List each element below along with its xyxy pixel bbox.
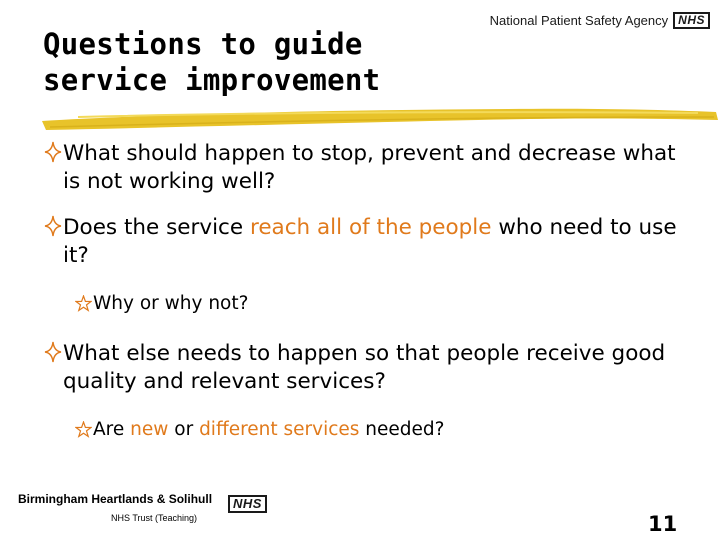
nhs-logo-icon: NHS — [673, 12, 710, 29]
trust-subtitle: NHS Trust (Teaching) — [111, 513, 198, 523]
page-number: 11 — [648, 512, 678, 536]
agency-name: National Patient Safety Agency — [489, 13, 669, 28]
highlighted-text: different services — [199, 419, 360, 440]
sub-bullet-item — [75, 417, 695, 442]
title-underline-brush — [38, 100, 720, 136]
sub-bullet-text: Are — [93, 419, 131, 440]
bullet-item — [45, 340, 695, 396]
footer-trust-logo — [18, 492, 278, 523]
four-point-star-bullet-icon — [44, 215, 62, 237]
five-point-star-bullet-icon — [75, 421, 92, 438]
title-line-1: Questions to guide — [43, 27, 363, 61]
sub-bullet-item — [75, 291, 695, 316]
bullet-text: who need to use it? — [63, 215, 677, 268]
trust-name: Birmingham Heartlands & Solihull — [18, 492, 213, 506]
bullet-item — [45, 214, 695, 270]
bullet-item — [45, 140, 695, 196]
bullet-text: What else needs to happen so that people receive good quality and relevant services? — [63, 341, 666, 394]
nhs-logo-icon: NHS — [228, 495, 267, 513]
slide-title — [43, 26, 473, 98]
sub-bullet-text: needed? — [359, 419, 445, 440]
sub-bullet-text: or — [168, 419, 200, 440]
bullet-text: What should happen to stop, prevent and decrease what is not working well? — [63, 141, 676, 194]
five-point-star-bullet-icon — [75, 295, 92, 312]
bullet-list — [45, 140, 695, 442]
highlighted-text: new — [130, 419, 169, 440]
highlighted-text: reach all of the people — [249, 215, 492, 240]
footer-nhs-logo — [228, 495, 267, 513]
bullet-text: Does the service — [63, 215, 250, 240]
four-point-star-bullet-icon — [44, 141, 62, 163]
four-point-star-bullet-icon — [44, 341, 62, 363]
sub-bullet-text: Why or why not? — [93, 293, 249, 314]
agency-logo — [490, 12, 710, 29]
title-line-2: service improvement — [43, 63, 381, 97]
